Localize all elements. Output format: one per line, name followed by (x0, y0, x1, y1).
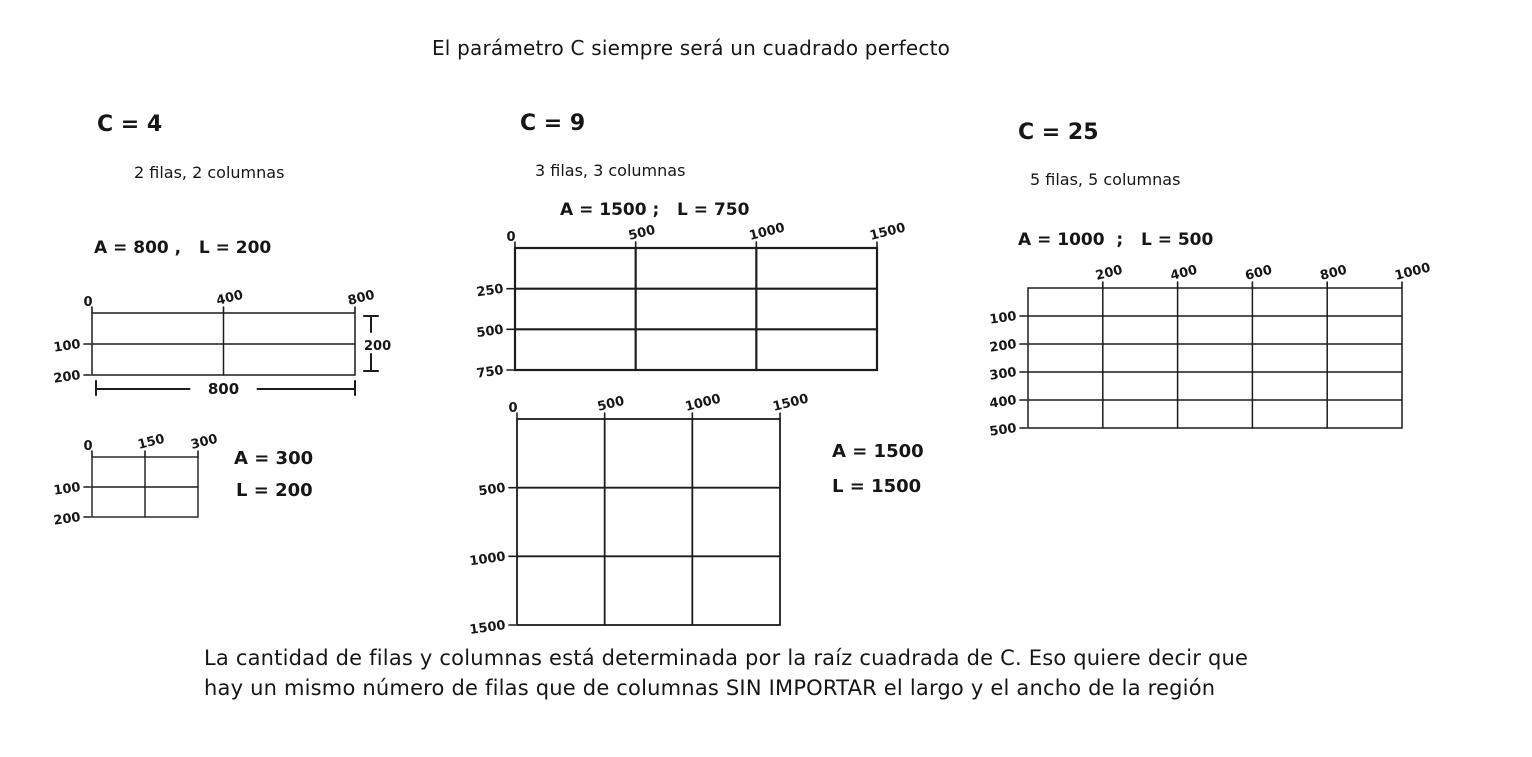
section-c9-heading: C = 9 (520, 111, 586, 136)
grid-c25-top-tick-label: 800 (1318, 262, 1349, 284)
grid-c25-top-tick-label: 200 (1094, 262, 1125, 284)
grid-c9-wide-border (515, 248, 877, 370)
grid-c4-large-dim-right-label: 200 (364, 339, 392, 354)
grid-c25-border (1028, 288, 1402, 428)
grid-c4-small-top-tick-label: 150 (136, 431, 167, 453)
grid-c25-top-tick-label: 1000 (1393, 260, 1433, 284)
grid-c9-square-left-tick-label: 1000 (468, 549, 507, 570)
grid-c9-wide-left-tick-label: 250 (475, 281, 505, 301)
grid-c9-square-left-tick-label: 1500 (468, 618, 507, 638)
section-c4-heading: C = 4 (97, 112, 163, 137)
grid-c25-left-tick-label: 300 (988, 365, 1018, 384)
grid-c25-top-tick-label: 600 (1243, 262, 1274, 284)
grid-c4-large-top-tick-label: 800 (346, 287, 377, 309)
grid-c9-wide-top-tick-label: 1500 (868, 220, 908, 244)
grid-c9-wide-top-tick-label: 1000 (747, 220, 787, 244)
grid-c9-square-border (517, 419, 780, 625)
grid-c4-small-left-tick-label: 200 (52, 510, 82, 529)
grid-c25-top-tick-label: 400 (1168, 262, 1199, 284)
grid-c9-square-top-tick-label: 500 (595, 393, 626, 415)
grid-c9-wide-left-tick-label: 750 (475, 363, 505, 382)
grid-c9-wide-top-tick-label: 500 (626, 222, 657, 244)
annotation-square-grid-length: L = 1500 (832, 476, 922, 497)
grid-c9-square-top-tick-label: 1000 (683, 391, 723, 415)
section-c9-subheading: 3 filas, 3 columnas (535, 161, 686, 180)
grid-c9-square-top-tick-label: 0 (508, 401, 518, 416)
grid-c25-left-tick-label: 500 (988, 421, 1018, 440)
grid-c4-large-top-tick-label: 0 (83, 295, 93, 310)
grid-c4-large-dim-bottom-label: 800 (207, 380, 240, 398)
grid-c25-left-tick-label: 200 (988, 337, 1018, 356)
footer-explanation-line1: La cantidad de filas y columnas está determinada por la raíz cuadrada de C. Eso quiere decir que (204, 646, 1249, 670)
grid-c4-small-top-tick-label: 0 (83, 439, 93, 454)
grid-c9-square-left-tick-label: 500 (477, 480, 507, 500)
diagram-title: El parámetro C siempre será un cuadrado perfecto (431, 36, 951, 60)
grid-c4-large-left-tick-label: 100 (52, 337, 82, 356)
grid-c4-small-left-tick-label: 100 (52, 480, 82, 499)
section-c9-params: A = 1500 ; L = 750 (560, 200, 750, 220)
section-c25-subheading: 5 filas, 5 columnas (1030, 170, 1181, 189)
section-c25-heading: C = 25 (1018, 120, 1099, 145)
grid-c9-wide-top-tick-label: 0 (506, 230, 516, 245)
annotation-small-grid-area: A = 300 (234, 448, 314, 469)
section-c25-params: A = 1000 ; L = 500 (1018, 230, 1214, 250)
grid-c4-large-left-tick-label: 200 (52, 368, 82, 387)
annotation-small-grid-length: L = 200 (236, 480, 313, 501)
grid-c25-left-tick-label: 100 (988, 309, 1018, 328)
grid-c9-wide-left-tick-label: 500 (475, 322, 505, 342)
grid-c9-square-top-tick-label: 1500 (771, 391, 811, 415)
section-c4-subheading: 2 filas, 2 columnas (134, 163, 285, 182)
footer-explanation-line2: hay un mismo número de filas que de columnas SIN IMPORTAR el largo y el ancho de la región (204, 676, 1216, 700)
grid-c4-small-top-tick-label: 300 (189, 431, 220, 453)
section-c4-params: A = 800 , L = 200 (94, 238, 272, 258)
grid-c4-large-top-tick-label: 400 (214, 287, 245, 309)
annotation-square-grid-area: A = 1500 (832, 441, 924, 462)
grid-c25-left-tick-label: 400 (988, 393, 1018, 412)
